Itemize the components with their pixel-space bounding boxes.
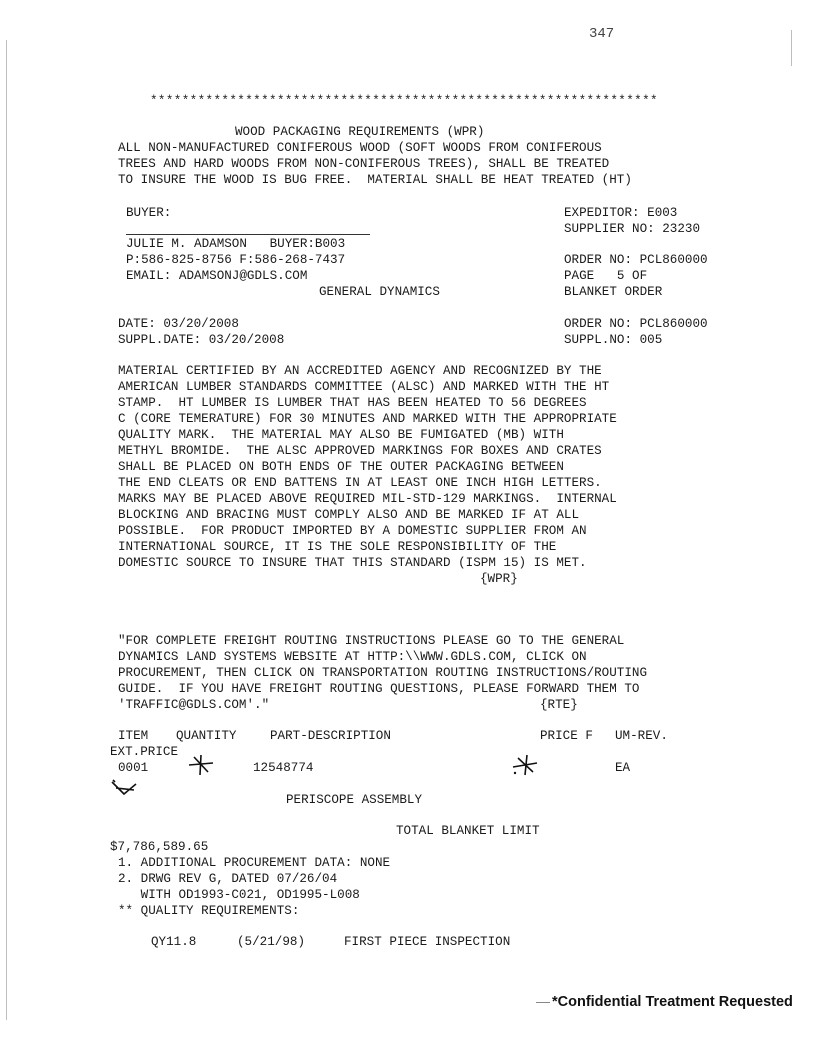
wpr-tag: {WPR} (480, 572, 518, 586)
unit-of-measure: EA (615, 761, 631, 775)
rte-line: DYNAMICS LAND SYSTEMS WEBSITE AT HTTP:\\WWW.GDLS.COM, CLICK ON (118, 650, 587, 664)
wpr-intro-line: TREES AND HARD WOODS FROM NON-CONIFEROUS TREES), SHALL BE TREATED (118, 157, 610, 171)
quality-requirements-heading: ** QUALITY REQUIREMENTS: (118, 904, 300, 918)
company-name: GENERAL DYNAMICS (319, 285, 440, 299)
rte-tag: {RTE} (540, 698, 578, 712)
rte-line: PROCUREMENT, THEN CLICK ON TRANSPORTATION ROUTING INSTRUCTIONS/ROUTING (118, 666, 648, 680)
item-description: PERISCOPE ASSEMBLY (286, 793, 423, 807)
part-number: 12548774 (253, 761, 314, 775)
buyer-email: EMAIL: ADAMSONJ@GDLS.COM (126, 269, 308, 283)
wpr-body-line: STAMP. HT LUMBER IS LUMBER THAT HAS BEEN HEATED TO 56 DEGREES (118, 396, 587, 410)
wpr-body-line: POSSIBLE. FOR PRODUCT IMPORTED BY A DOMESTIC SUPPLIER FROM AN (118, 524, 587, 538)
item-note: 2. DRWG REV G, DATED 07/26/04 (118, 872, 338, 886)
scan-edge-right (791, 30, 792, 66)
scan-edge-left (6, 40, 7, 1020)
quality-code: QY11.8 (151, 935, 197, 949)
wpr-body-line: MATERIAL CERTIFIED BY AN ACCREDITED AGENCY AND RECOGNIZED BY THE (118, 364, 602, 378)
page-indicator: PAGE 5 OF (564, 269, 648, 283)
total-blanket-limit-label: TOTAL BLANKET LIMIT (396, 824, 540, 838)
item-note: 1. ADDITIONAL PROCUREMENT DATA: NONE (118, 856, 391, 870)
wpr-body-line: C (CORE TEMERATURE) FOR 30 MINUTES AND MARKED WITH THE APPROPRIATE (118, 412, 617, 426)
total-blanket-limit-value: $7,786,589.65 (110, 840, 209, 854)
buyer-label: BUYER: (126, 206, 172, 220)
wpr-body-line: MARKS MAY BE PLACED ABOVE REQUIRED MIL-STD-129 MARKINGS. INTERNAL (118, 492, 617, 506)
column-header-ext-price: EXT.PRICE (110, 745, 179, 759)
expeditor: EXPEDITOR: E003 (564, 206, 678, 220)
quality-date: (5/21/98) (237, 935, 306, 949)
item-note: WITH OD1993-C021, OD1995-L008 (118, 888, 360, 902)
column-header-part-description: PART-DESCRIPTION (270, 729, 391, 743)
redaction-mark-ext-price (110, 778, 138, 800)
supplier-number: SUPPLIER NO: 23230 (564, 222, 701, 236)
wpr-body-line: QUALITY MARK. THE MATERIAL MAY ALSO BE FUMIGATED (MB) WITH (118, 428, 564, 442)
leader-dash (536, 1002, 550, 1003)
buyer-signature-line (126, 234, 370, 235)
supplement-number: SUPPL.NO: 005 (564, 333, 663, 347)
confidential-text: *Confidential Treatment Requested (552, 994, 793, 1010)
supplement-date: SUPPL.DATE: 03/20/2008 (118, 333, 285, 347)
column-header-quantity: QUANTITY (176, 729, 237, 743)
page-number: 347 (589, 26, 615, 42)
wpr-body-line: AMERICAN LUMBER STANDARDS COMMITTEE (ALSC) AND MARKED WITH THE HT (118, 380, 610, 394)
wpr-body-line: DOMESTIC SOURCE TO INSURE THAT THIS STANDARD (ISPM 15) IS MET. (118, 556, 587, 570)
buyer-name: JULIE M. ADAMSON BUYER:B003 (126, 237, 346, 251)
wpr-body-line: METHYL BROMIDE. THE ALSC APPROVED MARKINGS FOR BOXES AND CRATES (118, 444, 602, 458)
column-header-um-rev: UM-REV. (615, 729, 668, 743)
buyer-phone: P:586-825-8756 F:586-268-7437 (126, 253, 346, 267)
quality-description: FIRST PIECE INSPECTION (344, 935, 511, 949)
rte-line: GUIDE. IF YOU HAVE FREIGHT ROUTING QUESTIONS, PLEASE FORWARD THEM TO (118, 682, 640, 696)
column-header-price: PRICE F (540, 729, 593, 743)
wpr-title: WOOD PACKAGING REQUIREMENTS (WPR) (235, 125, 485, 139)
rte-line: 'TRAFFIC@GDLS.COM'." (118, 698, 270, 712)
order-number: ORDER NO: PCL860000 (564, 253, 708, 267)
order-number-repeat: ORDER NO: PCL860000 (564, 317, 708, 331)
redaction-mark-price (512, 754, 538, 776)
order-type: BLANKET ORDER (564, 285, 663, 299)
wpr-body-line: SHALL BE PLACED ON BOTH ENDS OF THE OUTER PACKAGING BETWEEN (118, 460, 564, 474)
wpr-body-line: INTERNATIONAL SOURCE, IT IS THE SOLE RESPONSIBILITY OF THE (118, 540, 557, 554)
wpr-body-line: BLOCKING AND BRACING MUST COMPLY ALSO AND BE MARKED IF AT ALL (118, 508, 580, 522)
confidential-notice (536, 994, 793, 1010)
column-header-item: ITEM (118, 729, 149, 743)
wpr-intro-line: TO INSURE THE WOOD IS BUG FREE. MATERIAL SHALL BE HEAT TREATED (HT) (118, 173, 632, 187)
redaction-mark-quantity (188, 754, 214, 776)
rte-line: "FOR COMPLETE FREIGHT ROUTING INSTRUCTIONS PLEASE GO TO THE GENERAL (118, 634, 625, 648)
wpr-body-line: THE END CLEATS OR END BATTENS IN AT LEAST ONE INCH HIGH LETTERS. (118, 476, 602, 490)
wpr-intro-line: ALL NON-MANUFACTURED CONIFEROUS WOOD (SOFT WOODS FROM CONIFEROUS (118, 141, 602, 155)
item-number: 0001 (118, 761, 149, 775)
star-divider: **************************************************************** (150, 94, 658, 108)
order-date: DATE: 03/20/2008 (118, 317, 239, 331)
